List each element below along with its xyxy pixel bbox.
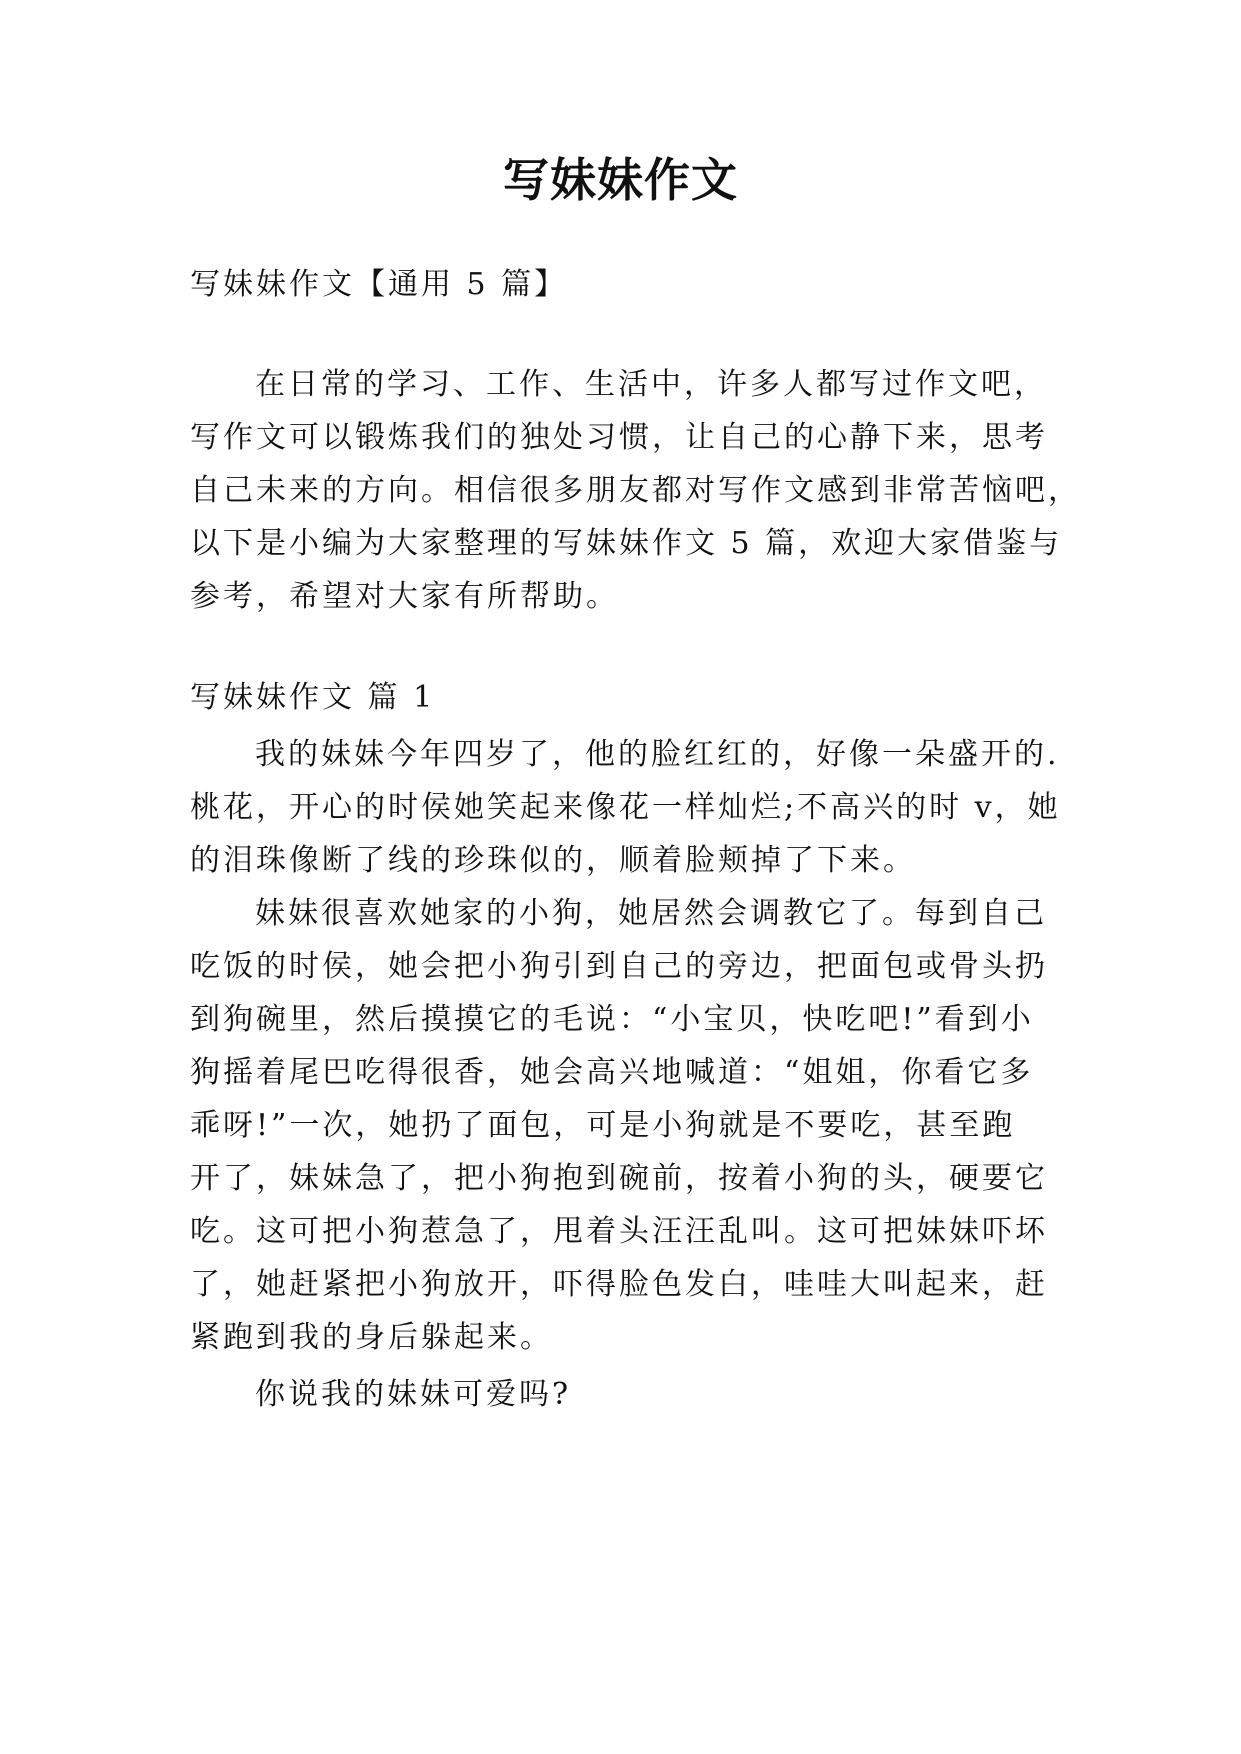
paragraph-line: 紧跑到我的身后躲起来。	[190, 1320, 553, 1355]
paragraph-line: 开了，妹妹急了，把小狗抱到碗前，按着小狗的头，硬要它	[190, 1161, 1048, 1196]
document-title: 写妹妹作文	[503, 153, 738, 207]
intro-line: 以下是小编为大家整理的写妹妹作文 5 篇，欢迎大家借鉴与	[190, 526, 1063, 561]
paragraph-line: 狗摇着尾巴吃得很香，她会高兴地喊道：“姐姐，你看它多	[190, 1055, 1034, 1090]
paragraph-line: 桃花，开心的时侯她笑起来像花一样灿烂;不高兴的时 v，她	[190, 790, 1061, 825]
paragraph-line: 妹妹很喜欢她家的小狗，她居然会调教它了。每到自己	[255, 896, 1047, 931]
paragraph-line: 吃饭的时侯，她会把小狗引到自己的旁边，把面包或骨头扔	[190, 949, 1048, 984]
paragraph-line: 我的妹妹今年四岁了，他的脸红红的，好像一朵盛开的.	[255, 737, 1060, 772]
intro-line: 参考，希望对大家有所帮助。	[190, 579, 619, 614]
paragraph-line: 的泪珠像断了线的珍珠似的，顺着脸颊掉了下来。	[190, 843, 916, 878]
intro-line: 自己未来的方向。相信很多朋友都对写作文感到非常苦恼吧，	[190, 473, 1081, 508]
document-subtitle: 写妹妹作文【通用 5 篇】	[190, 267, 568, 302]
paragraph-line: 你说我的妹妹可爱吗?	[255, 1377, 572, 1412]
paragraph-line: 了，她赶紧把小狗放开，吓得脸色发白，哇哇大叫起来，赶	[190, 1267, 1048, 1302]
paragraph-line: 吃。这可把小狗惹急了，甩着头汪汪乱叫。这可把妹妹吓坏	[190, 1214, 1048, 1249]
paragraph-line: 到狗碗里，然后摸摸它的毛说：“小宝贝，快吃吧!”看到小	[190, 1002, 1034, 1037]
section-heading: 写妹妹作文 篇 1	[190, 680, 436, 715]
intro-line: 写作文可以锻炼我们的独处习惯，让自己的心静下来，思考	[190, 420, 1048, 455]
paragraph-line: 乖呀!”一次，她扔了面包，可是小狗就是不要吃，甚至跑	[190, 1108, 1016, 1143]
intro-line: 在日常的学习、工作、生活中，许多人都写过作文吧，	[255, 367, 1047, 402]
